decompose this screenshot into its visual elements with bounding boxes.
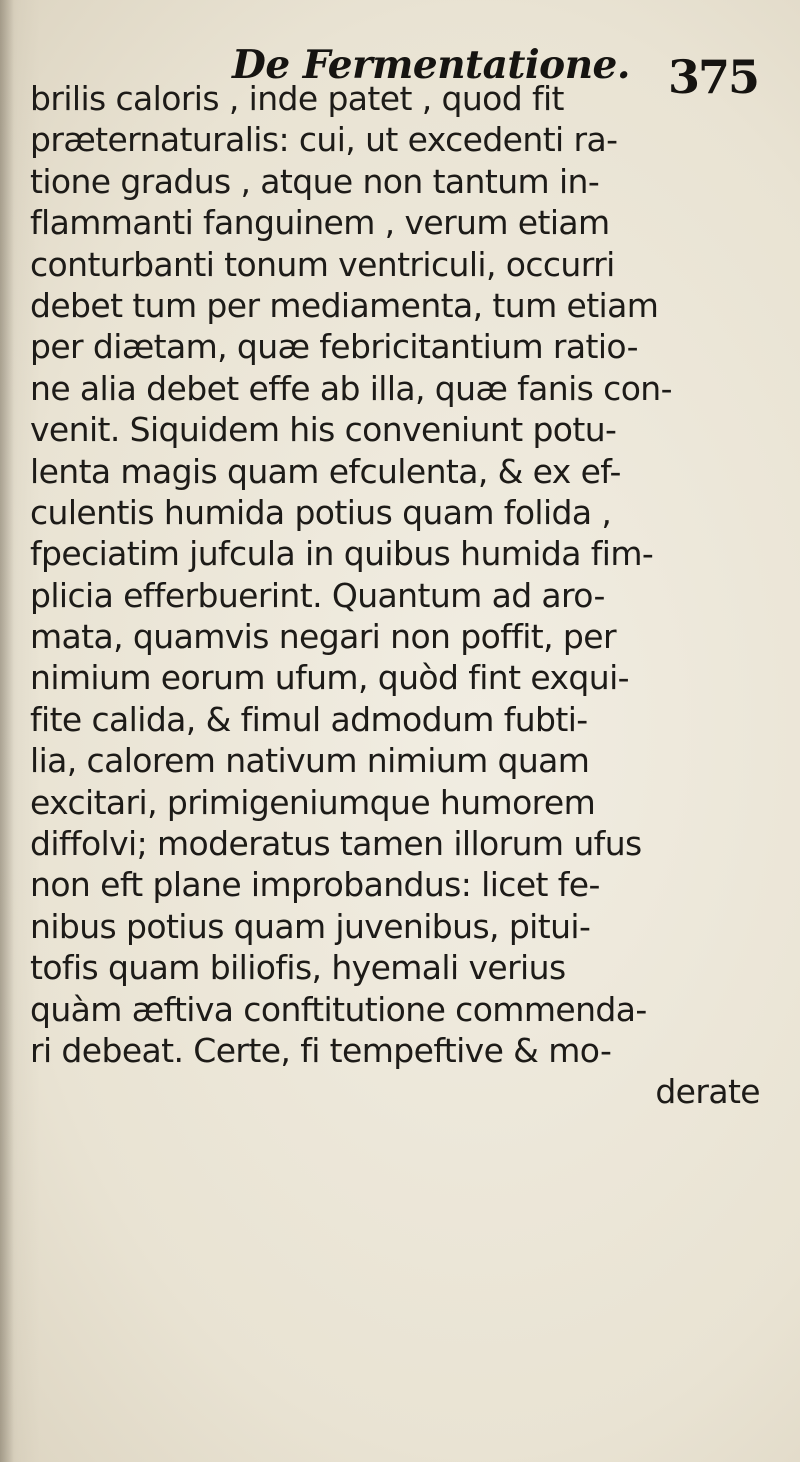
- text-line: plicia efferbuerint. Quantum ad aro-: [30, 575, 605, 615]
- text-line: non eft plane improbandus: licet fe-: [30, 865, 600, 905]
- text-line: lenta magis quam efculenta, & ex ef-: [30, 451, 621, 491]
- text-line: quàm æftiva conftitutione commenda-: [30, 989, 647, 1029]
- text-line: fite calida, & fimul admodum fubti-: [30, 699, 588, 739]
- text-line: excitari, primigeniumque humorem: [30, 782, 596, 822]
- page-number: 375: [668, 50, 759, 104]
- text-line: ne alia debet effe ab illa, quæ fanis con-: [30, 368, 672, 408]
- text-line: venit. Siquidem his conveniunt potu-: [30, 410, 617, 450]
- text-line: lia, calorem nativum nimium quam: [30, 741, 590, 781]
- running-head: De Fermentatione.: [232, 42, 630, 88]
- text-line: ri debeat. Certe, fi tempeftive & mo-: [30, 1030, 612, 1070]
- text-line: brilis caloris , inde patet , quod fit: [30, 79, 564, 118]
- text-line: tione gradus , atque non tantum in-: [30, 161, 600, 201]
- body-text: [30, 78, 790, 1113]
- text-line: flammanti fanguinem , verum etiam: [30, 203, 610, 243]
- text-line: per diætam, quæ febricitantium ratio-: [30, 327, 638, 367]
- text-line: diffolvi; moderatus tamen illorum ufus: [30, 824, 642, 864]
- text-line: præternaturalis: cui, ut excedenti ra-: [30, 120, 618, 160]
- text-line: tofis quam biliofis, hyemali verius: [30, 948, 566, 988]
- text-line: nibus potius quam juvenibus, pitui-: [30, 906, 591, 946]
- catchword: derate: [655, 1072, 760, 1112]
- page-gutter-shadow: [0, 0, 14, 1462]
- text-line: nimium eorum ufum, quòd fint exqui-: [30, 658, 629, 698]
- text-line: fpeciatim jufcula in quibus humida fim-: [30, 534, 654, 574]
- text-line: culentis humida potius quam folida ,: [30, 492, 612, 532]
- text-line: mata, quamvis negari non poffit, per: [30, 617, 616, 657]
- text-line: conturbanti tonum ventriculi, occurri: [30, 244, 615, 284]
- text-line: debet tum per mediamenta, tum etiam: [30, 285, 659, 325]
